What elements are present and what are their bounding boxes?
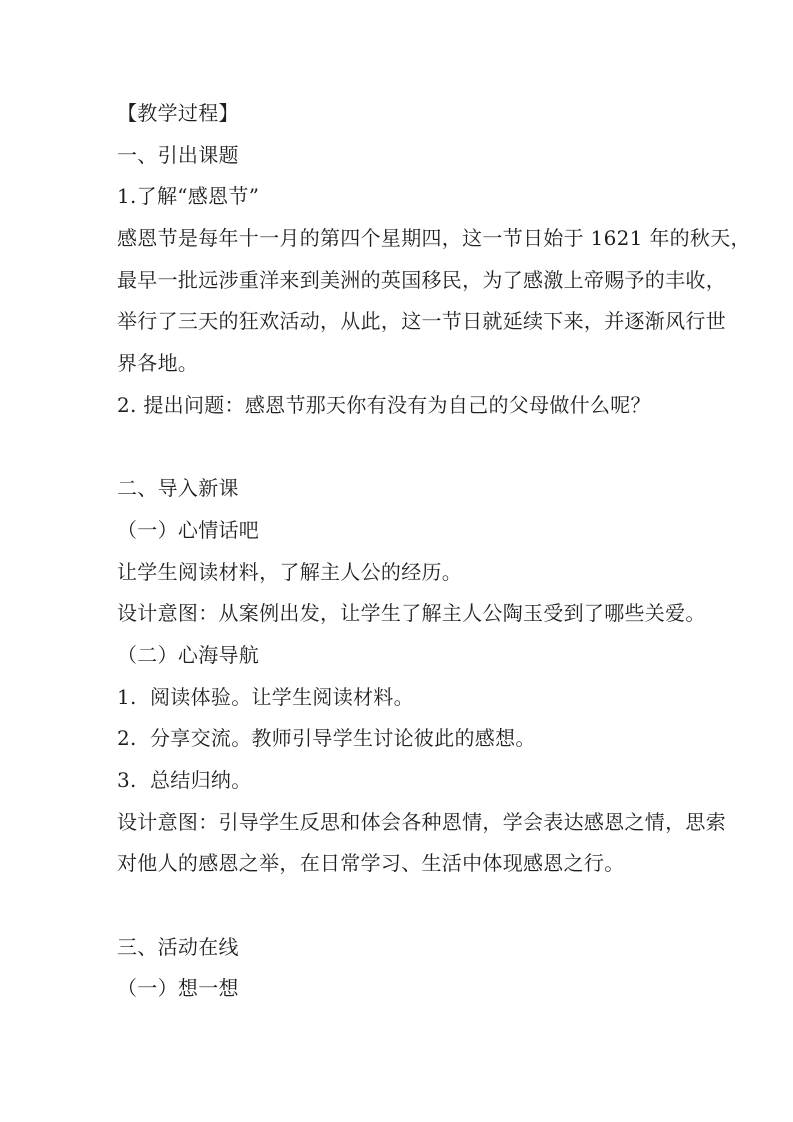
subheading-1-1: 1.了解“感恩节”	[117, 184, 260, 209]
list-item-1: 1. 阅读体验。让学生阅读材料。	[117, 684, 414, 709]
paragraph-line: 举行了三天的狂欢活动，从此，这一节日就延续下来，并逐渐风行世	[117, 309, 726, 334]
heading-section-1: 一、引出课题	[117, 142, 239, 167]
paragraph-line: 让学生阅读材料，了解主人公的经历。	[117, 559, 463, 584]
list-item-2: 2. 分享交流。教师引导学生讨论彼此的感想。	[117, 726, 536, 751]
subheading-2-1: （一）心情话吧	[117, 517, 260, 542]
paragraph-line: 界各地。	[117, 351, 199, 376]
paragraph-line: 最早一批远涉重洋来到美洲的英国移民，为了感激上帝赐予的丰收，	[117, 267, 726, 292]
design-intent-line: 设计意图：引导学生反思和体会各种恩情，学会表达感恩之情，思索	[117, 809, 726, 834]
design-intent-line: 设计意图：从案例出发，让学生了解主人公陶玉受到了哪些关爱。	[117, 601, 706, 626]
document-body	[117, 93, 751, 1010]
design-intent-line: 对他人的感恩之举，在日常学习、生活中体现感恩之行。	[117, 851, 625, 876]
heading-section-2: 二、导入新课	[117, 476, 239, 501]
heading-section-3: 三、活动在线	[117, 934, 239, 959]
blank-line	[117, 427, 683, 469]
list-item-3: 3. 总结归纳。	[117, 768, 252, 792]
subheading-3-1: （一）想一想	[117, 976, 239, 1001]
blank-line	[117, 885, 683, 927]
paragraph-line: 感恩节是每年十一月的第四个星期四，这一节日始于 1621 年的秋天，	[117, 226, 751, 251]
section-header-teaching-process: 【教学过程】	[117, 101, 239, 125]
subheading-2-2: （二）心海导航	[117, 642, 260, 667]
list-item-question: 2. 提出问题：感恩节那天你有没有为自己的父母做什么呢？	[117, 392, 651, 417]
